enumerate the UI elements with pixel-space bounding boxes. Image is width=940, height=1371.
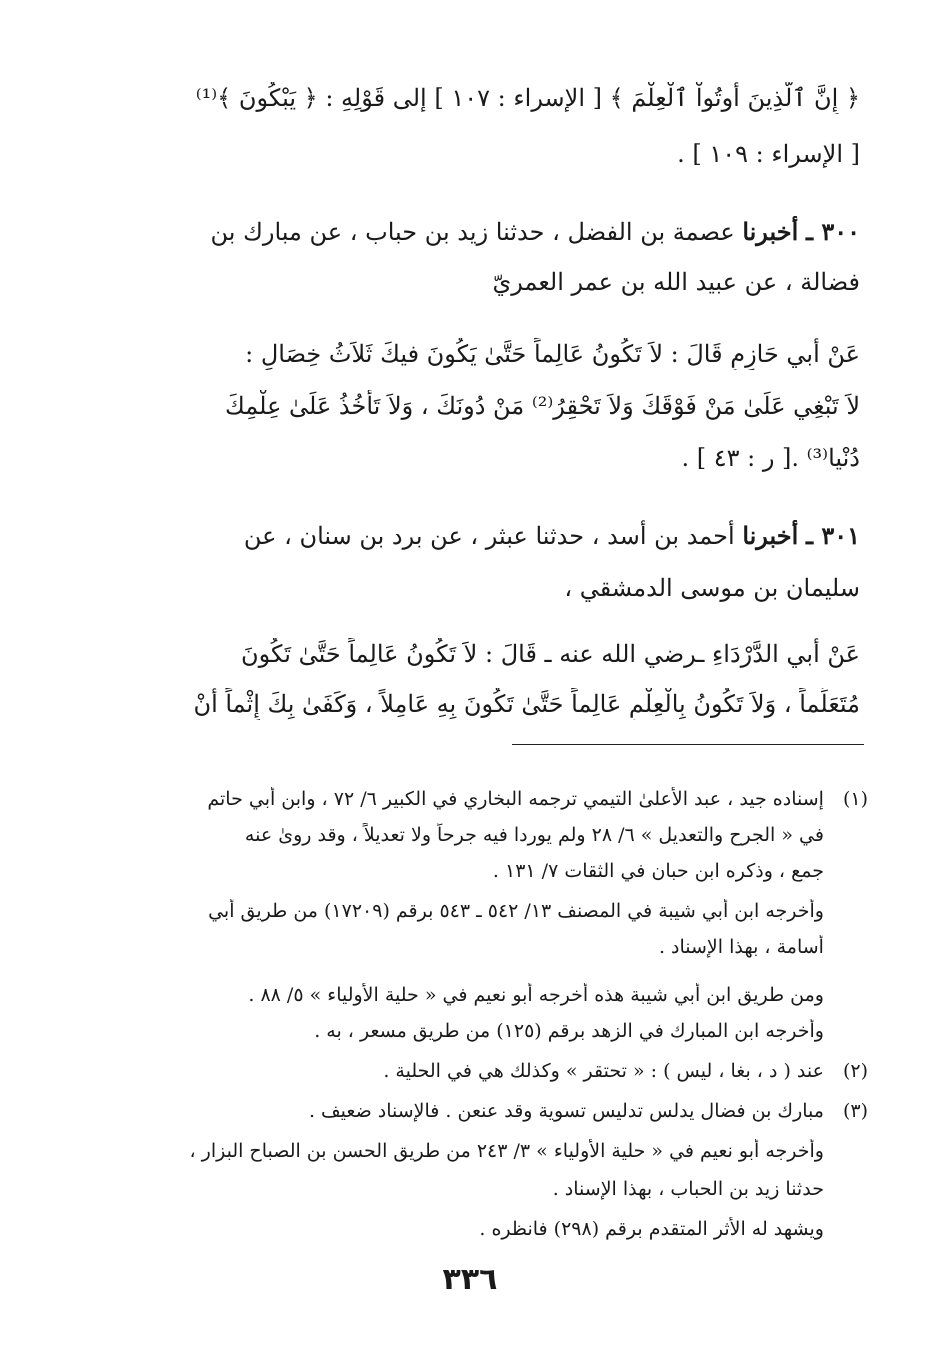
matn-301-line-1: عَنْ أَبي الدَّرْدَاءِ ـرضي الله عنه ـ قَالَ : لاَ تَكُونُ عَالِماً حَتَّىٰ تَكُونَ (241, 640, 860, 668)
footnote-1-line-1 (108, 787, 868, 811)
footnote-2-line-1 (108, 1059, 868, 1083)
footnote-text: عند ( د ، بغا ، ليس ) : « تحتقر » وكذلك هي في الحلية . (383, 1060, 824, 1082)
footnote-marker: (٣) (842, 1100, 868, 1122)
footnote-3-line-3 (108, 1177, 868, 1201)
entry-number-301: ٣٠١ ـ (805, 521, 860, 550)
footnote-text: وأخرجه ابن أبي شيبة في المصنف ١٣/ ٥٤٢ ـ ٥٤٣ برقم (١٧٢٠٩) من طريق أبي (208, 900, 824, 922)
footnote-text: في « الجرح والتعديل » ٦/ ٢٨ ولم يوردا فيه جرحاً ولا تعديلاً ، وقد روىٰ عنه (244, 824, 824, 846)
page-number: ٣٣٦ (442, 1262, 498, 1297)
isnad-301-line-1 (70, 520, 860, 552)
footnote-text: ويشهد له الأثر المتقدم برقم (٢٩٨) فانظره . (479, 1218, 824, 1240)
narration-keyword: أخبرنا (742, 521, 799, 550)
isnad-300-line-1 (70, 216, 860, 248)
isnad-text: عصمة بن الفضل ، حدثنا زيد بن حباب ، عن مبارك بن (210, 218, 735, 246)
footnote-3-line-1 (108, 1099, 868, 1123)
footnote-text: حدثنا زيد بن الحباب ، بهذا الإسناد . (552, 1178, 824, 1200)
matn-301-line-2: مُتَعَلِّماً ، وَلاَ تَكُونُ بِالْعِلْمِ عَالِماً حَتَّىٰ تَكُونَ بِهِ عَامِلاً ، وَكَفَىٰ بِكَ إِثْماً أَنْ (193, 690, 860, 718)
matn-300-line-1: عَنْ أَبي حَازِمٍ قَالَ : لاَ تَكُونُ عَالِماً حَتَّىٰ يَكُونَ فيكَ ثَلاَثُ خِصَالٍ : (245, 340, 860, 368)
footnote-1-line-6 (108, 983, 868, 1007)
footnote-text: وأخرجه أبو نعيم في « حلية الأولياء » ٣/ ٢٤٣ من طريق الحسن بن الصباح البزار ، (189, 1140, 824, 1162)
quran-quote-line: ﴿ إِنَّ ٱلَّذِينَ أُوتُواْ ٱلْعِلْمَ ﴾ [ الإسراء : ١٠٧ ] إلى قَوْلِهِ : ﴿ يَبْكُونَ ﴾⁽¹⁾ (195, 84, 860, 112)
footnote-text: ومن طريق ابن أبي شيبة هذه أخرجه أبو نعيم في « حلية الأولياء » ٥/ ٨٨ . (248, 984, 824, 1006)
isnad-text: أحمد بن أسد ، حدثنا عبثر ، عن برد بن سنان ، عن (243, 522, 735, 550)
footnote-marker: (١) (842, 788, 868, 810)
footnote-marker: (٢) (842, 1060, 868, 1082)
footnote-text: وأخرجه ابن المبارك في الزهد برقم (١٢٥) من طريق مسعر ، به . (314, 1020, 824, 1042)
matn-300-line-2: لاَ تَبْغِي عَلَىٰ مَنْ فَوْقَكَ وَلاَ تَحْقِرُ⁽²⁾ مَنْ دُونَكَ ، وَلاَ تَأْخُذُ عَلَىٰ عِلْمِكَ (225, 392, 860, 420)
footnote-text: أسامة ، بهذا الإسناد . (658, 936, 824, 958)
footnote-3-line-2 (108, 1139, 868, 1163)
narration-keyword: أخبرنا (742, 217, 799, 246)
footnote-text: إسناده جيد ، عبد الأعلىٰ التيمي ترجمه البخاري في الكبير ٦/ ٧٢ ، وابن أبي حاتم (207, 788, 824, 810)
footnote-text: جمع ، وذكره ابن حبان في الثقات ٧/ ١٣١ . (492, 860, 824, 882)
footnote-1-line-2 (108, 823, 868, 847)
footnote-1-line-5 (108, 935, 868, 959)
footnote-1-line-3 (108, 859, 868, 883)
isnad-301-line-2: سليمان بن موسى الدمشقي ، (564, 574, 860, 602)
footnote-separator (512, 744, 864, 745)
quran-reference-line: [ الإسراء : ١٠٩ ] . (677, 140, 860, 168)
footnote-1-line-7 (108, 1019, 868, 1043)
footnote-1-line-4 (108, 899, 868, 923)
matn-300-line-3: دُنْيا⁽³⁾ .[ ر : ٤٣ ] . (681, 444, 860, 472)
footnote-text: مبارك بن فضال يدلس تدليس تسوية وقد عنعن . فالإسناد ضعيف . (308, 1100, 824, 1122)
isnad-300-line-2: فضالة ، عن عبيد الله بن عمر العمريّ (492, 268, 860, 296)
footnote-3-line-4 (108, 1217, 868, 1241)
entry-number-300: ٣٠٠ ـ (805, 217, 860, 246)
